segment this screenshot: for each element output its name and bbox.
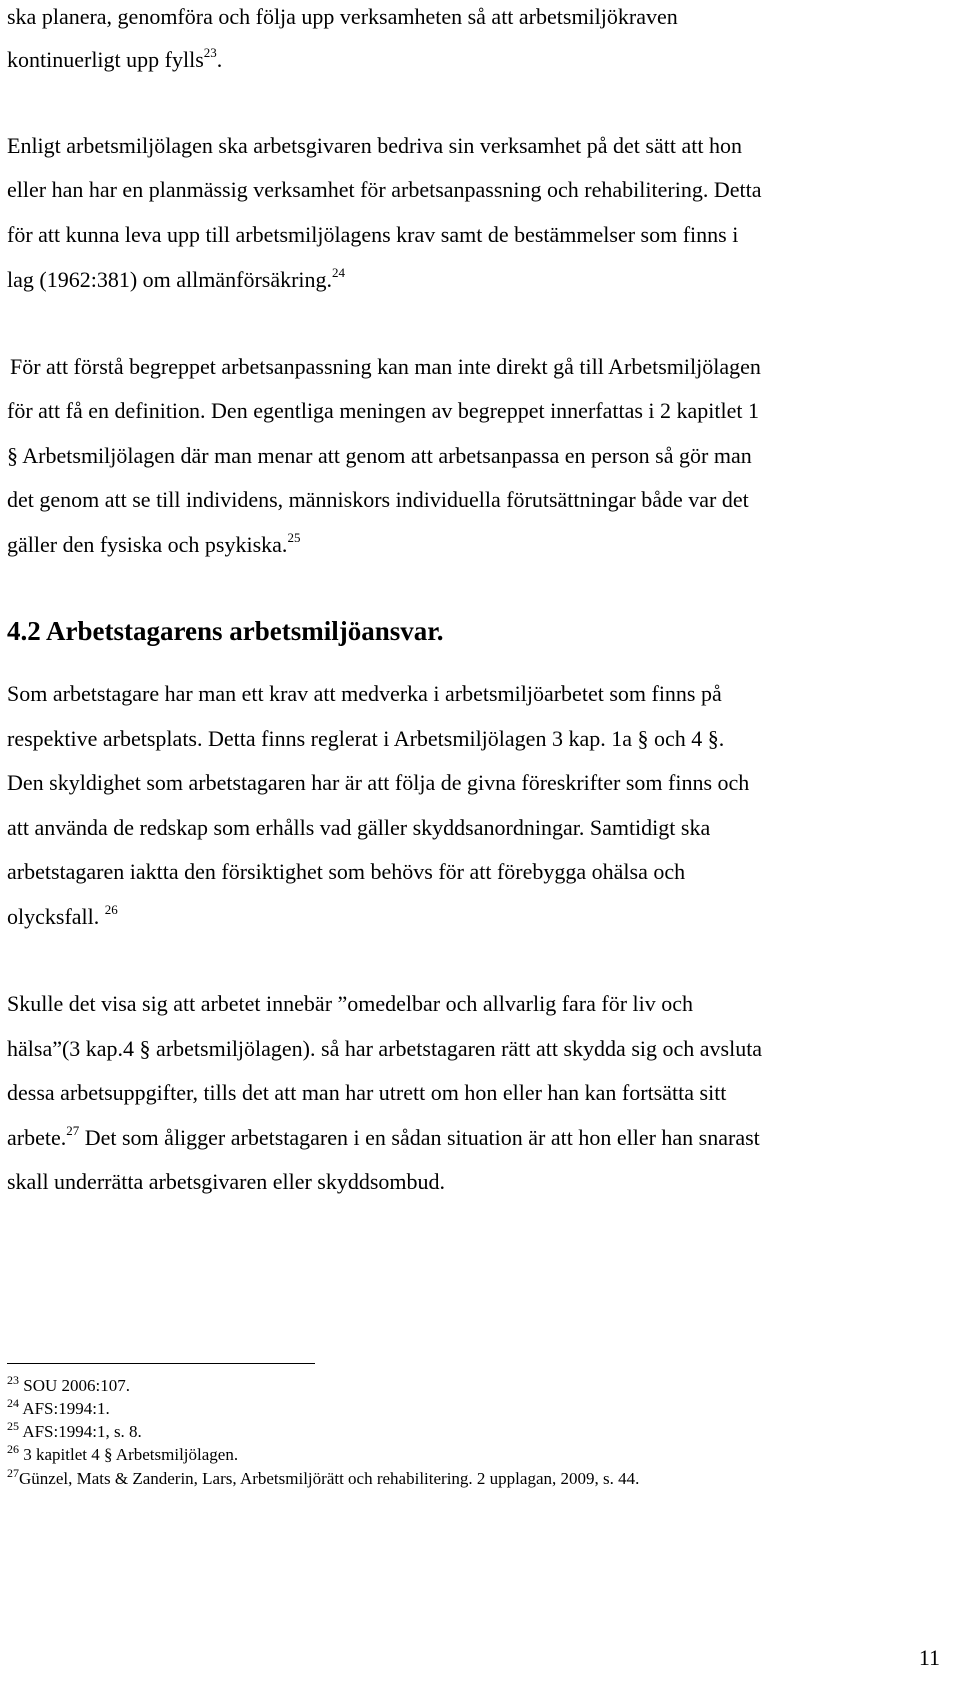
body-line: ska planera, genomföra och följa upp verksamheten så att arbetsmiljökraven: [7, 4, 678, 29]
body-line: [7, 904, 118, 933]
footnote-number: 25: [7, 1419, 19, 1433]
body-line: dessa arbetsuppgifter, tills det att man har utrett om hon eller han kan fortsätta sitt: [7, 1080, 727, 1105]
footnote-number: 23: [7, 1373, 19, 1387]
body-text: olycksfall.: [7, 904, 100, 929]
body-line: Den skyldighet som arbetstagaren har är att följa de givna föreskrifter som finns och: [7, 770, 750, 795]
body-line: att använda de redskap som erhålls vad gäller skyddsanordningar. Samtidigt ska: [7, 815, 711, 840]
footnote-number: 27: [7, 1466, 19, 1480]
footnote-ref: 26: [104, 902, 118, 917]
footnote-ref: 27: [66, 1123, 80, 1138]
body-line: [7, 47, 222, 76]
body-line: skall underrätta arbetsgivaren eller skyddsombud.: [7, 1169, 446, 1194]
body-line: arbetstagaren iaktta den försiktighet som behövs för att förebygga ohälsa och: [7, 859, 686, 884]
footnote-ref: 23: [203, 45, 217, 60]
body-line: för att kunna leva upp till arbetsmiljölagens krav samt de bestämmelser som finns i: [7, 222, 739, 247]
section-heading: 4.2 Arbetstagarens arbetsmiljöansvar.: [7, 616, 444, 646]
body-line: det genom att se till individens, människors individuella förutsättningar både var det: [7, 487, 749, 512]
footnote-ref: 25: [287, 530, 301, 545]
footnote: [7, 1373, 130, 1397]
footnote: [7, 1466, 640, 1490]
body-line: [7, 532, 300, 561]
body-text: lag (1962:381) om allmänförsäkring.: [7, 267, 333, 292]
body-line: Som arbetstagare har man ett krav att medverka i arbetsmiljöarbetet som finns på: [7, 681, 722, 706]
body-line: För att förstå begreppet arbetsanpassning kan man inte direkt gå till Arbetsmiljölagen: [10, 354, 761, 379]
body-text: Det som åligger arbetstagaren i en sådan situation är att hon eller han snarast: [84, 1125, 760, 1150]
page-number: 11: [918, 1645, 940, 1670]
footnote-ref: 24: [332, 265, 346, 280]
footnote-text: Günzel, Mats & Zanderin, Lars, Arbetsmiljörätt och rehabilitering. 2 upplagan, 2009, s. 44.: [19, 1469, 640, 1488]
footnote-text: AFS:1994:1, s. 8.: [22, 1422, 142, 1441]
body-line: [7, 1125, 760, 1154]
footnote-number: 24: [7, 1396, 19, 1410]
body-line: § Arbetsmiljölagen där man menar att genom att arbetsanpassa en person så gör man: [7, 443, 752, 468]
body-text: arbete.: [7, 1125, 67, 1150]
body-text: .: [216, 47, 223, 72]
footnote-text: AFS:1994:1.: [22, 1399, 110, 1418]
body-line: Skulle det visa sig att arbetet innebär ”omedelbar och allvarlig fara för liv och: [7, 991, 694, 1016]
body-line: för att få en definition. Den egentliga meningen av begreppet innerfattas i 2 kapitlet 1: [7, 398, 760, 423]
footnote: [7, 1419, 142, 1443]
body-line: hälsa”(3 kap.4 § arbetsmiljölagen). så har arbetstagaren rätt att skydda sig och avsluta: [7, 1036, 763, 1061]
body-line: respektive arbetsplats. Detta finns reglerat i Arbetsmiljölagen 3 kap. 1a § och 4 §.: [7, 726, 725, 751]
footnote-separator: [7, 1363, 315, 1364]
body-text: gäller den fysiska och psykiska.: [7, 532, 288, 557]
body-line: [7, 267, 345, 296]
body-line: Enligt arbetsmiljölagen ska arbetsgivaren bedriva sin verksamhet på det sätt att hon: [7, 133, 742, 158]
footnote-number: 26: [7, 1442, 19, 1456]
footnote-text: 3 kapitlet 4 § Arbetsmiljölagen.: [23, 1445, 239, 1464]
footnote: [7, 1396, 110, 1420]
body-line: eller han har en planmässig verksamhet för arbetsanpassning och rehabilitering. Detta: [7, 177, 762, 202]
footnote: [7, 1442, 239, 1466]
footnote-text: SOU 2006:107.: [23, 1376, 130, 1395]
body-text: kontinuerligt upp fylls: [7, 47, 204, 72]
